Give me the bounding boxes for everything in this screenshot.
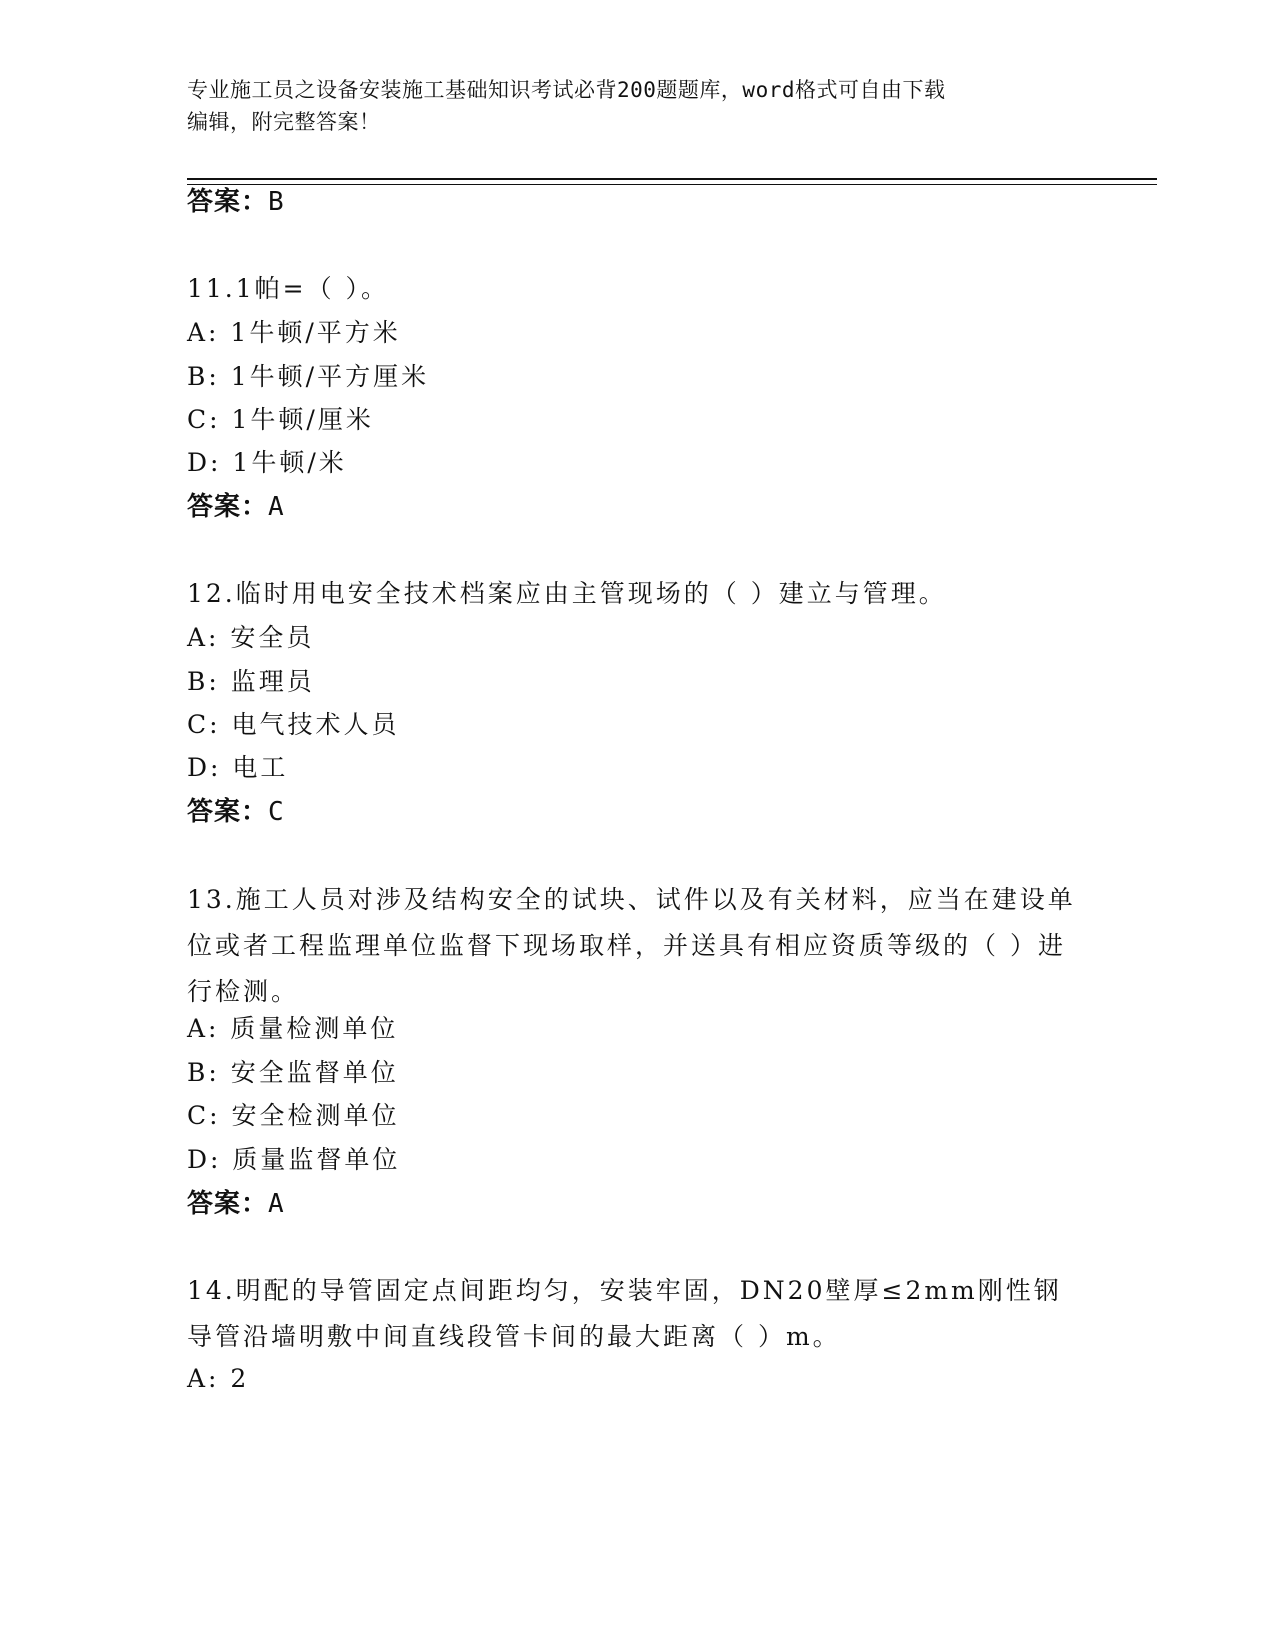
answer-label: 答案：: [187, 187, 269, 217]
question-13-option-b: B: 安全监督单位: [187, 1058, 399, 1087]
question-13-option-c: C: 安全检测单位: [187, 1101, 400, 1130]
question-12-answer: [187, 796, 285, 828]
question-13-text: 13.施工人员对涉及结构安全的试块、试件以及有关材料，应当在建设单位或者工程监理单位监督下现场取样，并送具有相应资质等级的（ ）进行检测。: [187, 885, 1076, 1006]
question-13-option-d: D: 质量监督单位: [187, 1145, 401, 1174]
answer-value: A: [268, 492, 285, 522]
answer-label: 答案：: [187, 492, 269, 522]
question-11-option-d: D: 1牛顿/米: [187, 448, 347, 477]
header-line-1: 专业施工员之设备安装施工基础知识考试必背200题题库，word格式可自由下载: [187, 78, 946, 102]
answer-label: 答案：: [187, 797, 269, 827]
document-header: [187, 74, 1087, 138]
prev-answer: [187, 186, 285, 218]
document-page: [187, 0, 1157, 1650]
header-line-2: 编辑，附完整答案！: [187, 110, 381, 134]
question-12-text: 12.临时用电安全技术档案应由主管现场的（ ）建立与管理。: [187, 579, 947, 608]
question-11-option-b: B: 1牛顿/平方厘米: [187, 362, 430, 391]
answer-value: B: [268, 187, 285, 217]
answer-value: C: [268, 797, 285, 827]
question-13-option-a: A: 质量检测单位: [187, 1014, 399, 1043]
answer-label: 答案：: [187, 1189, 269, 1219]
question-13-answer: [187, 1188, 285, 1220]
question-12-option-c: C: 电气技术人员: [187, 710, 400, 739]
header-divider-thin: [187, 184, 1157, 185]
question-14-text: 14.明配的导管固定点间距均匀，安装牢固，DN20壁厚≤2mm刚性钢导管沿墙明敷中间直线段管卡间的最大距离（ ）m。: [187, 1276, 1062, 1351]
header-divider-thick: [187, 178, 1157, 180]
question-12-option-b: B: 监理员: [187, 667, 315, 696]
question-11-option-c: C: 1牛顿/厘米: [187, 405, 374, 434]
question-12-option-d: D: 电工: [187, 753, 289, 782]
question-11-answer: [187, 491, 285, 523]
question-11-option-a: A: 1牛顿/平方米: [187, 318, 401, 347]
question-11-text: 11.1帕=（ ）。: [187, 274, 390, 303]
question-14-option-a: A: 2: [187, 1364, 250, 1393]
question-12-option-a: A: 安全员: [187, 623, 315, 652]
answer-value: A: [268, 1189, 285, 1219]
